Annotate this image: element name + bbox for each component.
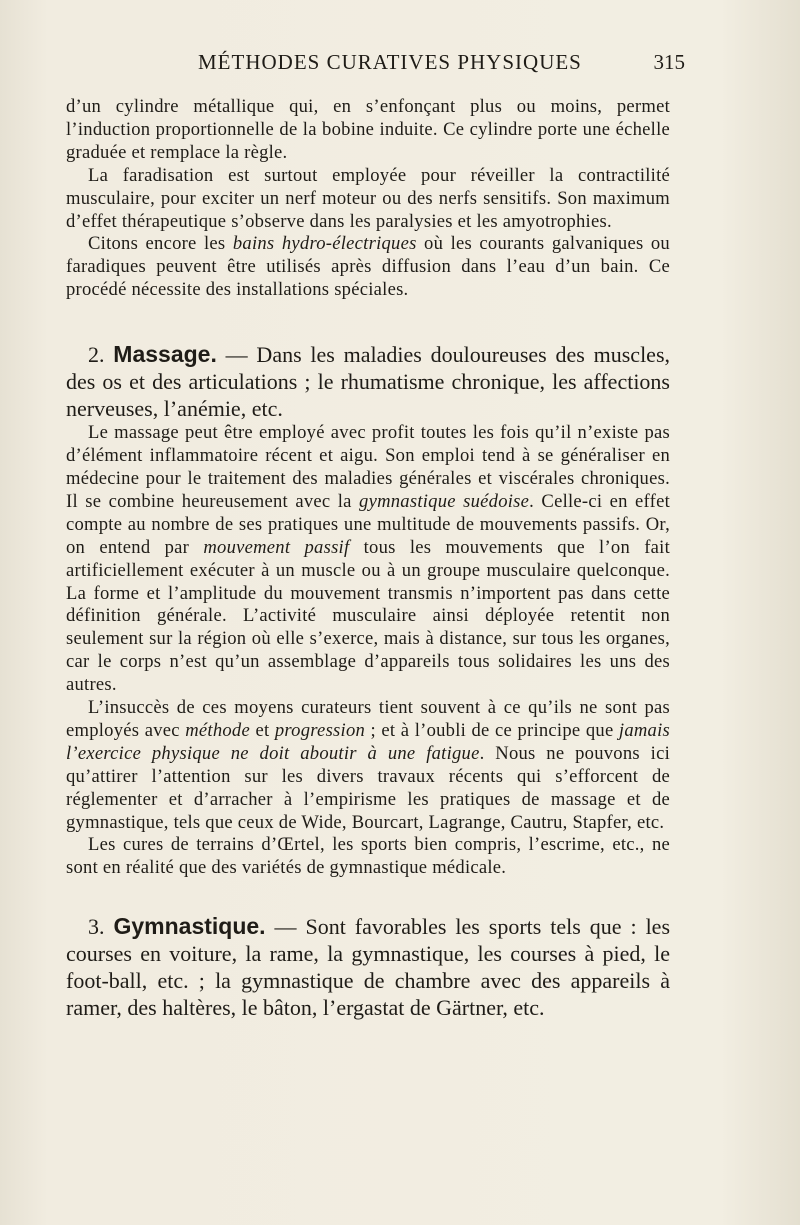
running-title: MÉTHODES CURATIVES PHYSIQUES bbox=[198, 50, 582, 74]
emphasis: bains hydro-électriques bbox=[232, 233, 417, 255]
emphasis: progression bbox=[274, 719, 366, 741]
section-heading: Gymnastique. bbox=[113, 913, 266, 940]
section-number: 2. bbox=[88, 342, 114, 368]
page-body bbox=[66, 96, 670, 1021]
section-heading: Massage. bbox=[113, 341, 217, 368]
gymnastique-section bbox=[66, 913, 670, 1021]
emphasis: méthode bbox=[185, 719, 250, 741]
paragraph: La faradisation est surtout employée pour réveiller la contractilité musculaire, pour exciter un nerf moteur ou des nerfs sensitifs. Son maximum d’effet thérapeutique s’observe dans les paralysies et les amyotrophies. bbox=[66, 164, 670, 232]
section-heading-paragraph: 3. Gymnastique. — Sont favorables les sports tels que : les courses en voiture, la rame, la gymnastique, les courses à pied, le foot-ball, etc. ; la gymnastique de chambre avec des appareils à ramer, des haltères, le bâton, l’ergastat de Gärtner, etc. bbox=[66, 913, 671, 1021]
section-number: 3. bbox=[88, 914, 114, 940]
page-number: 315 bbox=[653, 50, 685, 74]
paragraph: d’un cylindre métallique qui, en s’enfonçant plus ou moins, permet l’induction proportionnelle de la bobine induite. Ce cylindre porte une échelle graduée et remplace la règle. bbox=[66, 96, 670, 163]
paragraph: Citons encore les bains hydro-électriques où les courants galvaniques ou faradiques peuvent être utilisés après diffusion dans l’eau d’un bain. Ce procédé nécessite des installations spéciales. bbox=[66, 233, 670, 301]
emphasis: jamais l’exercice physique ne doit aboutir à une fatigue bbox=[66, 719, 670, 764]
emphasis: mouvement passif bbox=[203, 536, 350, 558]
section-heading-paragraph: 2. Massage. — Dans les maladies douloureuses des muscles, des os et des articulations ; le rhumatisme chronique, les affections nerveuses, l’anémie, etc. bbox=[66, 341, 671, 422]
paragraph: Les cures de terrains d’Œrtel, les sports bien compris, l’escrime, etc., ne sont en réalité que des variétés de gymnastique médicale. bbox=[66, 834, 670, 879]
running-header bbox=[65, 50, 685, 80]
massage-section bbox=[66, 341, 670, 880]
paragraph: L’insuccès de ces moyens curateurs tient souvent à ce qu’ils ne sont pas employés avec méthode et progression ; et à l’oubli de ce principe que jamais l’exercice physique ne doit aboutir à une fatigue. Nous ne pouvons ici qu’attirer l’attention sur les divers travaux récents qui s’efforcent de réglementer et d’arracher à l’empirisme les pratiques de massage et de gymnastique, tels que ceux de Wide, Bourcart, Lagrange, Cautru, Stapfer, etc. bbox=[66, 697, 670, 833]
intro-section bbox=[66, 96, 670, 302]
emphasis: gymnastique suédoise bbox=[359, 490, 530, 512]
paragraph: Le massage peut être employé avec profit toutes les fois qu’il n’existe pas d’élément inflammatoire récent et aigu. Son emploi tend à se généraliser en médecine pour le traitement des maladies générales et viscérales chroniques. Il se combine heureusement avec la gymnastique suédoise. Celle-ci en effet compte au nombre de ses pratiques une multitude de mouvements passifs. Or, on entend par mouvement passif tous les mouvements que l’on fait artificiellement exécuter à un muscle ou à un groupe musculaire quelconque. La forme et l’amplitude du mouvement transmis n’importent pas dans cette définition générale. L’activité musculaire ainsi déployée retentit non seulement sur la région où elle s’exerce, mais à distance, sur tous les organes, car le corps n’est qu’un assemblage d’appareils tous solidaires les uns des autres. bbox=[66, 422, 671, 696]
